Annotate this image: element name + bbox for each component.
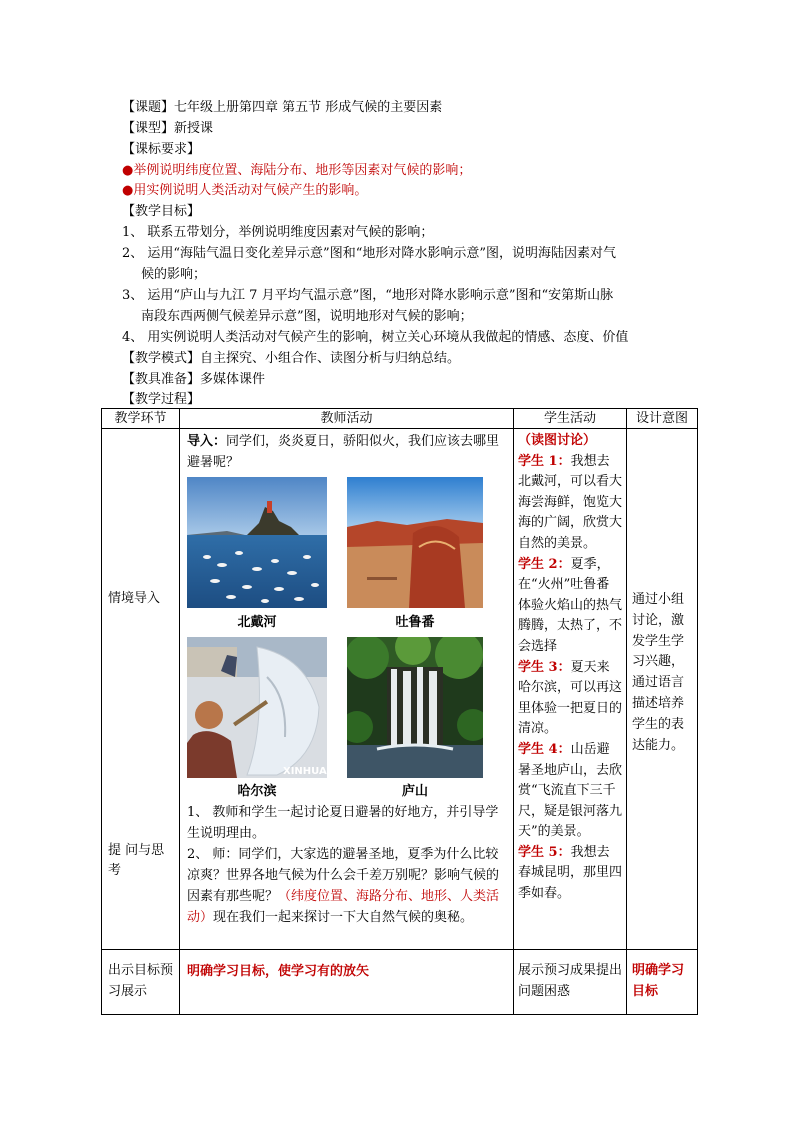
header-teacher: 教师活动 (180, 409, 514, 429)
process-title: 【教学过程】 (122, 392, 201, 407)
student-item-5: 学生 5：我想去春城昆明，那里四季如春。 (518, 844, 623, 902)
teacher-step-2-main: 2、 师：同学们，大家选的避暑圣地，夏季为什么比较凉爽？世界各地气候为什么会千差万别呢？影响气候的因素有那些呢？ (187, 847, 500, 904)
student-cell (514, 429, 627, 950)
student-item-3: 学生 3：夏天来哈尔滨，可以再这里体验一把夏日的清凉。 (518, 659, 623, 737)
goals-title: 【教学目标】 (122, 204, 201, 219)
teacher-cell-2: 明确学习目标，使学习有的放矢 (180, 950, 514, 1015)
standard-item-1: ●举例说明纬度位置、海陆分布、地形等因素对气候的影响； (122, 163, 472, 178)
intent-cell (627, 429, 698, 950)
lesson-table (101, 408, 698, 1015)
intent-cell-2: 明确学习目标 (627, 950, 698, 1015)
teacher-step-1: 1、 教师和学生一起讨论夏日避暑的好地方，并引导学生说明理由。 (187, 805, 499, 841)
turpan-photo (347, 477, 483, 608)
student-item-4: 学生 4：山岳避暑圣地庐山，去欣赏“飞流直下三千尺，疑是银河落九天”的美景。 (518, 741, 623, 840)
teacher-step-2-hint: （纬度位置、海路分布、地形、人类活动） (187, 889, 500, 925)
mode-line: 【教学模式】自主探究、小组合作、读图分析与归纳总结。 (122, 351, 461, 366)
standard-title: 【课标要求】 (122, 142, 201, 157)
intent-text: 通过小组讨论，激发学生学习兴趣，通过语言描述培养学生的表达能力。 (632, 592, 685, 753)
caption-turpan: 吐鲁番 (395, 615, 435, 630)
student-cell-2: 展示预习成果提出问题困惑 (514, 950, 627, 1015)
goal-item-3: 3、 运用“庐山与九江 7 月平均气温示意”图，“地形对降水影响示意”图和“安第斯山脉 (122, 288, 614, 303)
intro-text: 同学们，炎炎夏日，骄阳似火，我们应该去哪里避暑呢？ (187, 434, 500, 470)
goal-item-2-cont: 候的影响； (141, 267, 207, 282)
header-intent: 设计意图 (627, 409, 698, 429)
caption-beidaihe: 北戴河 (237, 615, 277, 630)
caption-harbin: 哈尔滨 (237, 784, 277, 799)
teacher-step-2-end: 现在我们一起来探讨一下大自然气候的奥秘。 (213, 910, 474, 925)
stage-question-label: 提 问与思考 (108, 843, 165, 878)
header-student: 学生活动 (514, 409, 627, 429)
topic-line: 【课题】七年级上册第四章 第五节 形成气候的主要因素 (122, 100, 443, 115)
teacher-cell (180, 429, 514, 950)
tools-line: 【教具准备】多媒体课件 (122, 372, 266, 387)
intro-paragraph (187, 431, 507, 473)
header-stage: 教学环节 (102, 409, 180, 429)
harbin-photo (187, 637, 327, 778)
beidaihe-photo (187, 477, 327, 608)
goal-item-1: 1、 联系五带划分，举例说明维度因素对气候的影响； (122, 225, 434, 240)
stage-cell-2: 出示目标预习展示 (102, 950, 180, 1015)
type-line: 【课型】新授课 (122, 121, 214, 136)
table-row (102, 950, 698, 1015)
caption-lushan: 庐山 (401, 784, 428, 799)
lushan-photo (347, 637, 483, 778)
student-item-2: 学生 2：夏季，在“火州”吐鲁番体验火焰山的热气腾腾，太热了，不会选择 (518, 556, 623, 654)
standard-item-2: ●用实例说明人类活动对气候产生的影响。 (122, 183, 368, 198)
goal-item-4: 4、 用实例说明人类活动对气候产生的影响，树立关心环境从我做起的情感、态度、价值 (122, 330, 629, 345)
student-title: （读图讨论） (518, 433, 597, 448)
teacher-step-2 (187, 844, 505, 928)
goal-item-3-cont: 南段东西两侧气候差异示意”图，说明地形对气候的影响； (141, 309, 473, 324)
xinhua-watermark: XINHUA (283, 766, 327, 777)
student-item-1: 学生 1：我想去北戴河，可以看大海尝海鲜，饱览大海的广阔，欣赏大自然的美景。 (518, 453, 623, 551)
stage-cell (102, 429, 180, 950)
table-header-row (102, 409, 698, 429)
goal-item-2: 2、 运用“海陆气温日变化差异示意”图和“地形对降水影响示意”图，说明海陆因素对气 (122, 246, 616, 261)
table-row (102, 429, 698, 950)
intro-label: 导入： (187, 434, 227, 449)
stage-intro-label: 情境导入 (108, 591, 161, 606)
